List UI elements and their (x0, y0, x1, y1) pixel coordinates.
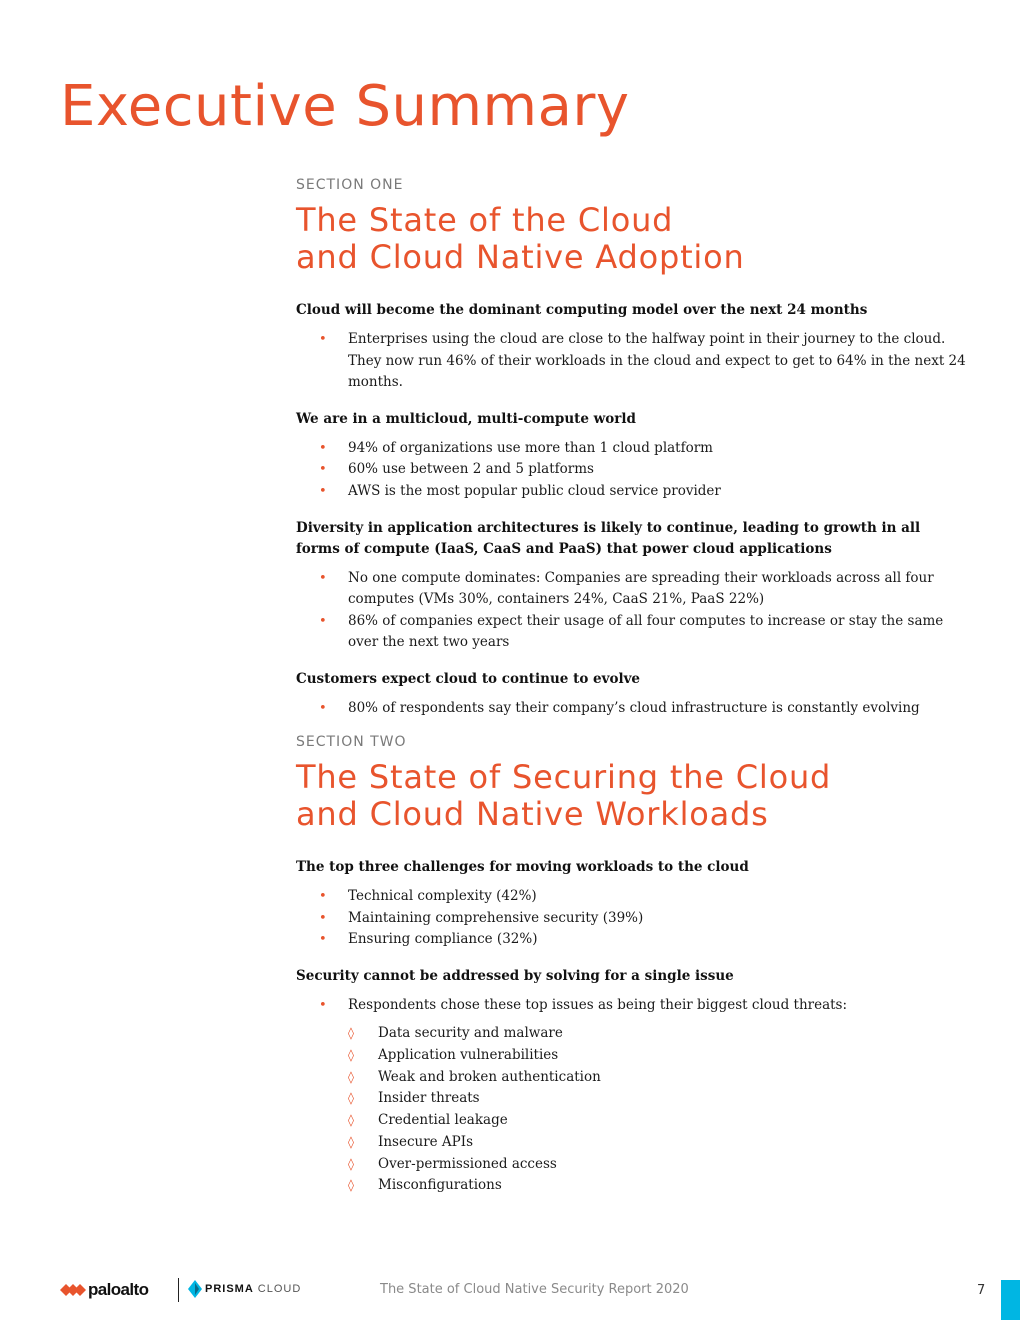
sub-list-item-text: Insider threats (378, 1090, 480, 1107)
sub-list-item (348, 1110, 966, 1132)
list-item (296, 886, 966, 908)
section-two-heading (296, 759, 966, 833)
prisma-logo-text: PRISMA (205, 1283, 254, 1295)
paloalto-logo-text: paloalto (88, 1280, 149, 1299)
diamond-icon: ◊ (348, 1178, 354, 1193)
block-title: Cloud will become the dominant computing model over the next 24 months (296, 302, 868, 318)
list-item (296, 929, 966, 951)
section-two (296, 734, 966, 1212)
list-item (296, 995, 966, 1197)
sub-list-item (348, 1045, 966, 1067)
logo-divider (178, 1278, 179, 1302)
list-item (296, 329, 966, 394)
section-one-label: SECTION ONE (296, 177, 404, 193)
sub-list-item (348, 1175, 966, 1197)
diamond-icon: ◊ (348, 1134, 354, 1149)
bullet-icon: • (319, 910, 327, 926)
list-item (296, 568, 966, 611)
block-title: We are in a multicloud, multi-compute world (296, 410, 636, 427)
block-title: Security cannot be addressed by solving for a single issue (296, 967, 734, 984)
list-item-text: Maintaining comprehensive security (39%) (348, 909, 644, 926)
sub-list-item (348, 1088, 966, 1110)
sub-list-item (348, 1023, 966, 1045)
bullet-icon: • (319, 570, 327, 586)
diamond-icon: ◊ (348, 1026, 354, 1041)
bullet-list (296, 886, 966, 951)
list-item-text: 94% of organizations use more than 1 cloud platform (348, 439, 713, 456)
sub-list-item (348, 1067, 966, 1089)
prisma-cloud-logo (188, 1280, 301, 1298)
section-two-label: SECTION TWO (296, 734, 407, 750)
page-title: Executive Summary (60, 74, 630, 139)
list-item-text: No one compute dominates: Companies are spreading their workloads across all four computes (VMs 30%, containers 24%, CaaS 21%, PaaS 22%) (348, 569, 934, 608)
list-item-text: 86% of companies expect their usage of all four computes to increase or stay the same over the next two years (348, 612, 944, 651)
sub-list-item-text: Application vulnerabilities (378, 1047, 559, 1064)
bullet-list (296, 329, 966, 394)
sub-list-item-text: Weak and broken authentication (378, 1068, 601, 1085)
footer (0, 1270, 1020, 1320)
page-number: 7 (977, 1283, 986, 1298)
report-title: The State of Cloud Native Security Report 2020 (380, 1282, 689, 1297)
bullet-list (296, 438, 966, 503)
list-item-text: Respondents chose these top issues as being their biggest cloud threats: (348, 996, 848, 1013)
bullet-icon: • (319, 440, 327, 456)
list-item-text: Technical complexity (42%) (348, 888, 537, 904)
sub-bullet-list (348, 1023, 966, 1197)
sub-list-item-text: Insecure APIs (378, 1133, 474, 1150)
paloalto-mark-icon (60, 1279, 86, 1301)
prisma-cloud-logo-text: CLOUD (257, 1283, 302, 1295)
sub-list-item (348, 1154, 966, 1176)
prisma-mark-icon (188, 1280, 202, 1298)
sub-list-item-text: Credential leakage (378, 1112, 508, 1129)
list-item-text: 80% of respondents say their company’s cloud infrastructure is constantly evolving (348, 699, 920, 716)
bullet-icon: • (319, 889, 327, 904)
bullet-icon: • (319, 997, 327, 1013)
sub-list-item (348, 1132, 966, 1154)
diamond-icon: ◊ (348, 1048, 354, 1063)
bullet-list (296, 568, 966, 654)
section-one-heading (296, 202, 966, 276)
bullet-list (296, 698, 966, 720)
list-item-text: Ensuring compliance (32%) (348, 931, 538, 948)
section-one (296, 177, 966, 735)
bullet-icon: • (319, 932, 327, 948)
list-item (296, 908, 966, 930)
sub-list-item-text: Misconfigurations (378, 1177, 502, 1194)
section-one-heading-line1: The State of the Cloud (296, 201, 674, 239)
bullet-icon: • (319, 613, 327, 629)
list-item-text: AWS is the most popular public cloud service provider (348, 482, 721, 499)
block-title: The top three challenges for moving workloads to the cloud (296, 859, 749, 875)
bullet-icon: • (319, 462, 327, 478)
block-title: Diversity in application architectures is likely to continue, leading to growth in all forms of compute (IaaS, CaaS and PaaS) that power cloud applications (296, 519, 921, 557)
list-item (296, 438, 966, 460)
list-item-text: Enterprises using the cloud are close to the halfway point in their journey to the cloud. They now run 46% of their workloads in the cloud and expect to get to 64% in the next 24 months. (348, 331, 966, 391)
diamond-icon: ◊ (348, 1113, 354, 1128)
page-tab-marker (1001, 1280, 1020, 1320)
paloalto-logo (60, 1278, 148, 1302)
diamond-icon: ◊ (348, 1069, 354, 1084)
section-one-heading-line2: and Cloud Native Adoption (296, 238, 745, 276)
block-title: Customers expect cloud to continue to evolve (296, 670, 641, 687)
list-item (296, 611, 966, 654)
diamond-icon: ◊ (348, 1156, 354, 1171)
list-item (296, 459, 966, 481)
bullet-icon: • (319, 700, 327, 716)
list-item (296, 698, 966, 720)
diamond-icon: ◊ (348, 1091, 354, 1106)
section-two-heading-line2: and Cloud Native Workloads (296, 795, 769, 833)
bullet-icon: • (319, 332, 327, 347)
list-item-text: 60% use between 2 and 5 platforms (348, 461, 594, 478)
list-item (296, 481, 966, 503)
bullet-icon: • (319, 483, 327, 499)
section-two-heading-line1: The State of Securing the Cloud (296, 758, 832, 796)
bullet-list (296, 995, 966, 1197)
sub-list-item-text: Data security and malware (378, 1025, 563, 1042)
sub-list-item-text: Over-permissioned access (378, 1155, 557, 1172)
